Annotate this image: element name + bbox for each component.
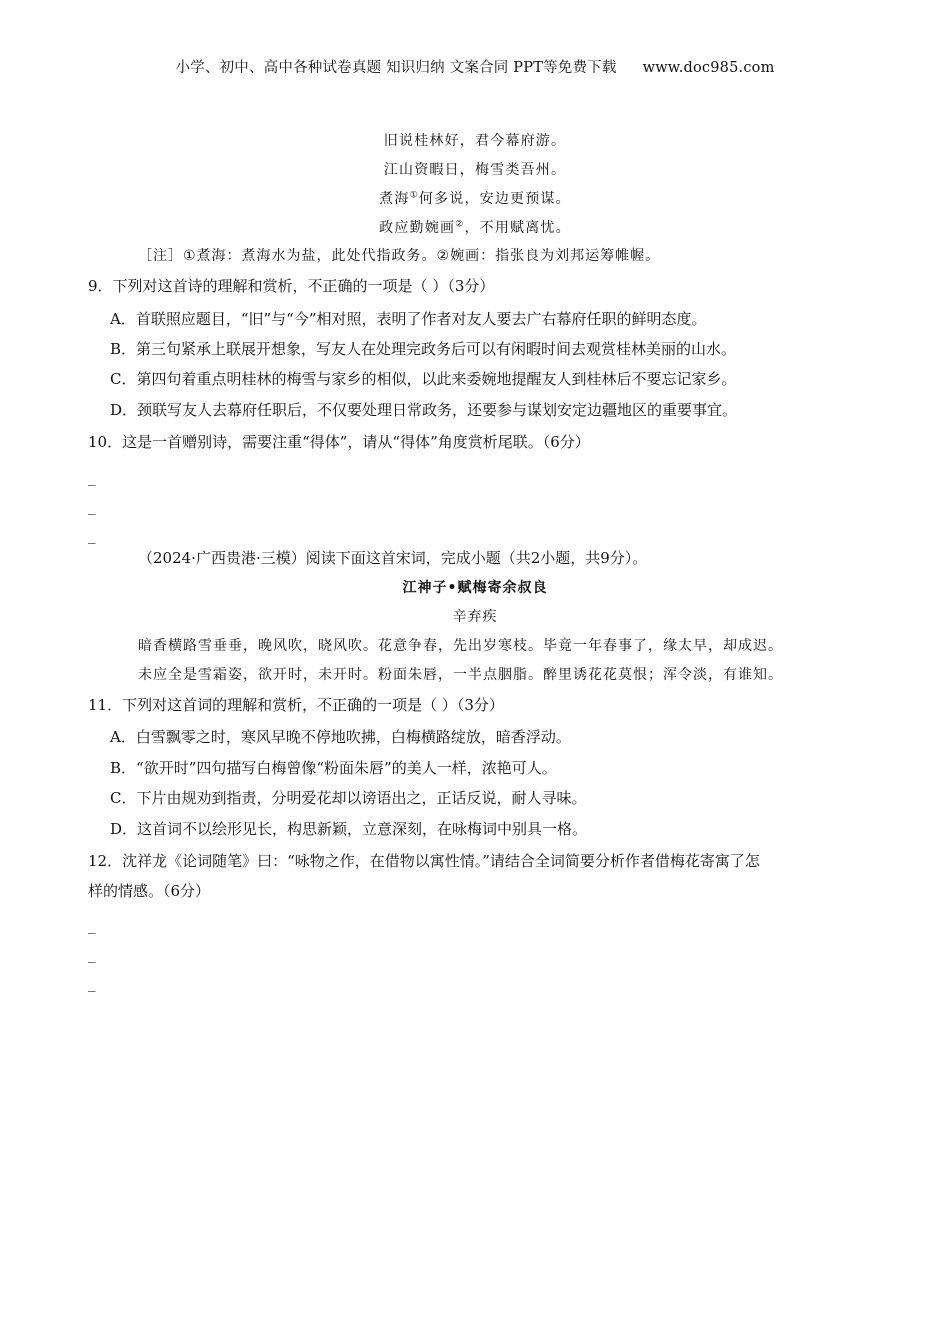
question-11-stem: 11．下列对这首词的理解和赏析，不正确的一项是（ ）（3分） xyxy=(88,696,504,714)
question-11-option-a: A．白雪飘零之时，寒风早晚不停地吹拂，白梅横路绽放，暗香浮动。 xyxy=(110,728,571,746)
section-2-intro: （2024·广西贵港·三模）阅读下面这首宋词，完成小题（共2小题，共9分）。 xyxy=(138,549,648,567)
question-9-option-b: B．第三句紧承上联展开想象，写友人在处理完政务后可以有闲暇时间去观赏桂林美丽的山水。 xyxy=(110,340,737,358)
question-9-stem: 9．下列对这首诗的理解和赏析，不正确的一项是（ ）（3分） xyxy=(88,277,495,295)
poem-line-3 xyxy=(0,188,950,210)
poem-line-1: 旧说桂林好，君今幕府游。 xyxy=(383,133,567,149)
header-text: 小学、初中、高中各种试卷真题 知识归纳 文案合同 PPT等免费下载 xyxy=(175,60,617,76)
question-11-option-c: C．下片由规劝到指责，分明爱花却以谤语出之，正话反说，耐人寻味。 xyxy=(110,789,587,807)
poem-line-4-part-b: ，不用赋离忧。 xyxy=(464,220,571,236)
poem-line-3-part-a: 煮海 xyxy=(379,191,410,207)
page-header xyxy=(0,56,950,77)
answer-blank[interactable]: _ xyxy=(88,468,96,486)
question-11-option-d: D．这首词不以绘形见长，构思新颖，立意深刻，在咏梅词中别具一格。 xyxy=(110,820,588,838)
ci-text-upper: 暗香横路雪垂垂，晚风吹，晓风吹。花意争春，先出岁寒枝。毕竟一年春事了，缘太早，却成迟。 xyxy=(138,638,783,654)
question-10-stem: 10．这是一首赠别诗，需要注重“得体”，请从“得体”角度赏析尾联。（6分） xyxy=(88,433,590,451)
answer-blank[interactable]: _ xyxy=(88,916,96,934)
question-12-stem-line-1: 12．沈祥龙《论词随笔》曰：“咏物之作，在借物以寓性情。”请结合全词简要分析作者借梅花寄寓了怎 xyxy=(88,852,760,870)
footnote-marker-2: ② xyxy=(455,219,465,230)
header-site-link[interactable]: www.doc985.com xyxy=(642,60,775,76)
question-11-option-b: B．“欲开时”四句描写白梅曾像“粉面朱唇”的美人一样，浓艳可人。 xyxy=(110,759,557,777)
question-9-option-c: C．第四句着重点明桂林的梅雪与家乡的相似，以此来委婉地提醒友人到桂林后不要忘记家乡。 xyxy=(110,370,737,388)
footnote-marker-1: ① xyxy=(409,190,419,201)
answer-blank[interactable]: _ xyxy=(88,974,96,992)
ci-author: 辛弃疾 xyxy=(452,609,498,625)
question-12-stem-line-2: 样的情感。（6分） xyxy=(88,882,211,900)
poem-line-4 xyxy=(0,217,950,239)
ci-title: 江神子•赋梅寄余叔良 xyxy=(402,580,548,596)
poem-line-2: 江山资暇日，梅雪类吾州。 xyxy=(383,162,567,178)
poem-note: ［注］①煮海：煮海水为盐，此处代指政务。②婉画：指张良为刘邦运筹帷幄。 xyxy=(138,248,661,264)
answer-blank[interactable]: _ xyxy=(88,526,96,544)
answer-blank[interactable]: _ xyxy=(88,945,96,963)
ci-text-lower: 未应全是雪霜姿，欲开时，未开时。粉面朱唇，一半点胭脂。醉里诱花花莫恨；浑令淡，有谁知。 xyxy=(138,667,783,683)
poem-line-4-part-a: 政应勤婉画 xyxy=(379,220,456,236)
question-9-option-a: A．首联照应题目，“旧”与“今”相对照，表明了作者对友人要去广右幕府任职的鲜明态度。 xyxy=(110,310,707,328)
answer-blank[interactable]: _ xyxy=(88,497,96,515)
question-9-option-d: D．颈联写友人去幕府任职后，不仅要处理日常政务，还要参与谋划安定边疆地区的重要事宜。 xyxy=(110,401,738,419)
poem-line-3-part-b: 何多说，安边更预谋。 xyxy=(418,191,571,207)
